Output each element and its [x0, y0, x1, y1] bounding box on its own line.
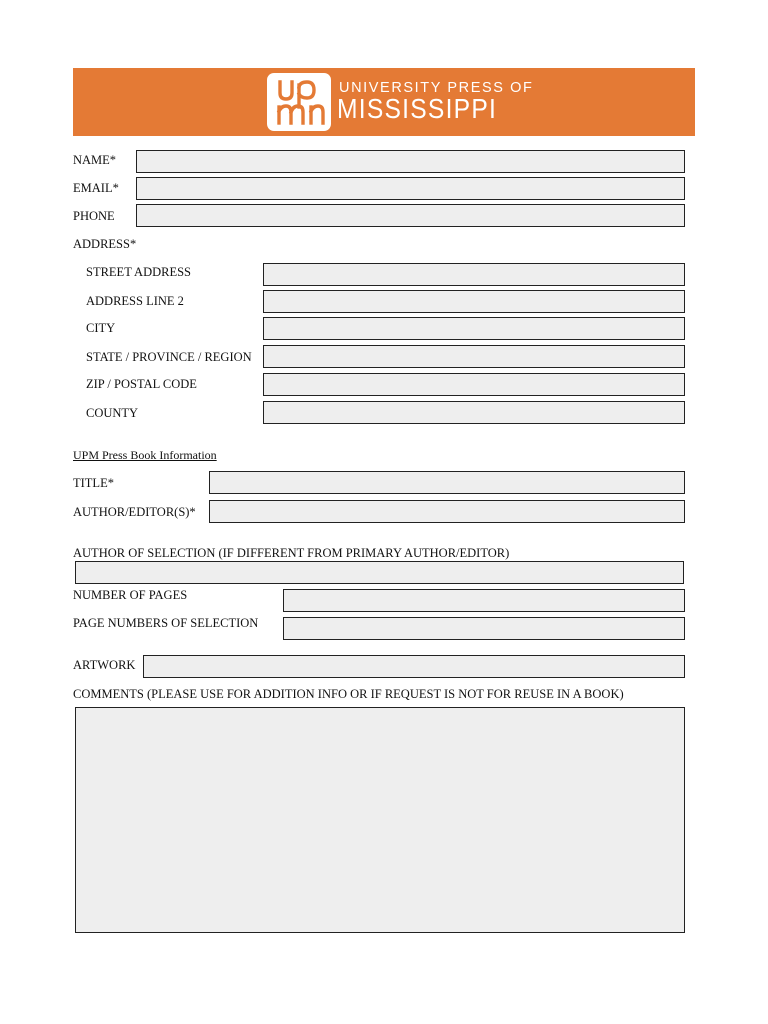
comments-textarea[interactable]	[75, 707, 685, 933]
upm-logo	[267, 73, 331, 131]
email-label: EMAIL*	[73, 181, 119, 195]
address-line2-field[interactable]	[263, 290, 685, 313]
page-numbers-label: PAGE NUMBERS OF SELECTION	[73, 616, 259, 630]
street-address-label: STREET ADDRESS	[86, 265, 191, 279]
selection-author-field[interactable]	[75, 561, 684, 584]
zip-label: ZIP / POSTAL CODE	[86, 377, 197, 391]
title-field[interactable]	[209, 471, 685, 494]
page-numbers-field[interactable]	[283, 617, 685, 640]
name-label: NAME*	[73, 153, 117, 167]
selection-author-label: AUTHOR OF SELECTION (IF DIFFERENT FROM PRIMARY AUTHOR/EDITOR)	[73, 546, 510, 560]
address-line2-label: ADDRESS LINE 2	[86, 294, 184, 308]
author-editor-field[interactable]	[209, 500, 685, 523]
number-of-pages-field[interactable]	[283, 589, 685, 612]
book-info-heading: UPM Press Book Information	[73, 448, 217, 462]
publisher-line1: UNIVERSITY PRESS OF	[339, 80, 534, 96]
county-field[interactable]	[263, 401, 685, 424]
city-field[interactable]	[263, 317, 685, 340]
artwork-field[interactable]	[143, 655, 685, 678]
author-editor-label: AUTHOR/EDITOR(S)*	[73, 505, 196, 519]
state-label: STATE / PROVINCE / REGION	[86, 350, 252, 364]
phone-field[interactable]	[136, 204, 685, 227]
comments-label: COMMENTS (PLEASE USE FOR ADDITION INFO OR IF REQUEST IS NOT FOR REUSE IN A BOOK)	[73, 687, 624, 701]
email-field[interactable]	[136, 177, 685, 200]
zip-field[interactable]	[263, 373, 685, 396]
artwork-label: ARTWORK	[73, 658, 136, 672]
county-label: COUNTY	[86, 406, 139, 420]
address-heading: ADDRESS*	[73, 237, 137, 251]
phone-label: PHONE	[73, 209, 115, 223]
city-label: CITY	[86, 321, 116, 335]
street-address-field[interactable]	[263, 263, 685, 286]
header-banner	[73, 68, 695, 136]
publisher-line2: MISSISSIPPI	[337, 93, 498, 124]
name-field[interactable]	[136, 150, 685, 173]
number-of-pages-label: NUMBER OF PAGES	[73, 588, 188, 602]
state-field[interactable]	[263, 345, 685, 368]
upm-logo-icon	[267, 73, 331, 131]
title-label: TITLE*	[73, 476, 114, 490]
